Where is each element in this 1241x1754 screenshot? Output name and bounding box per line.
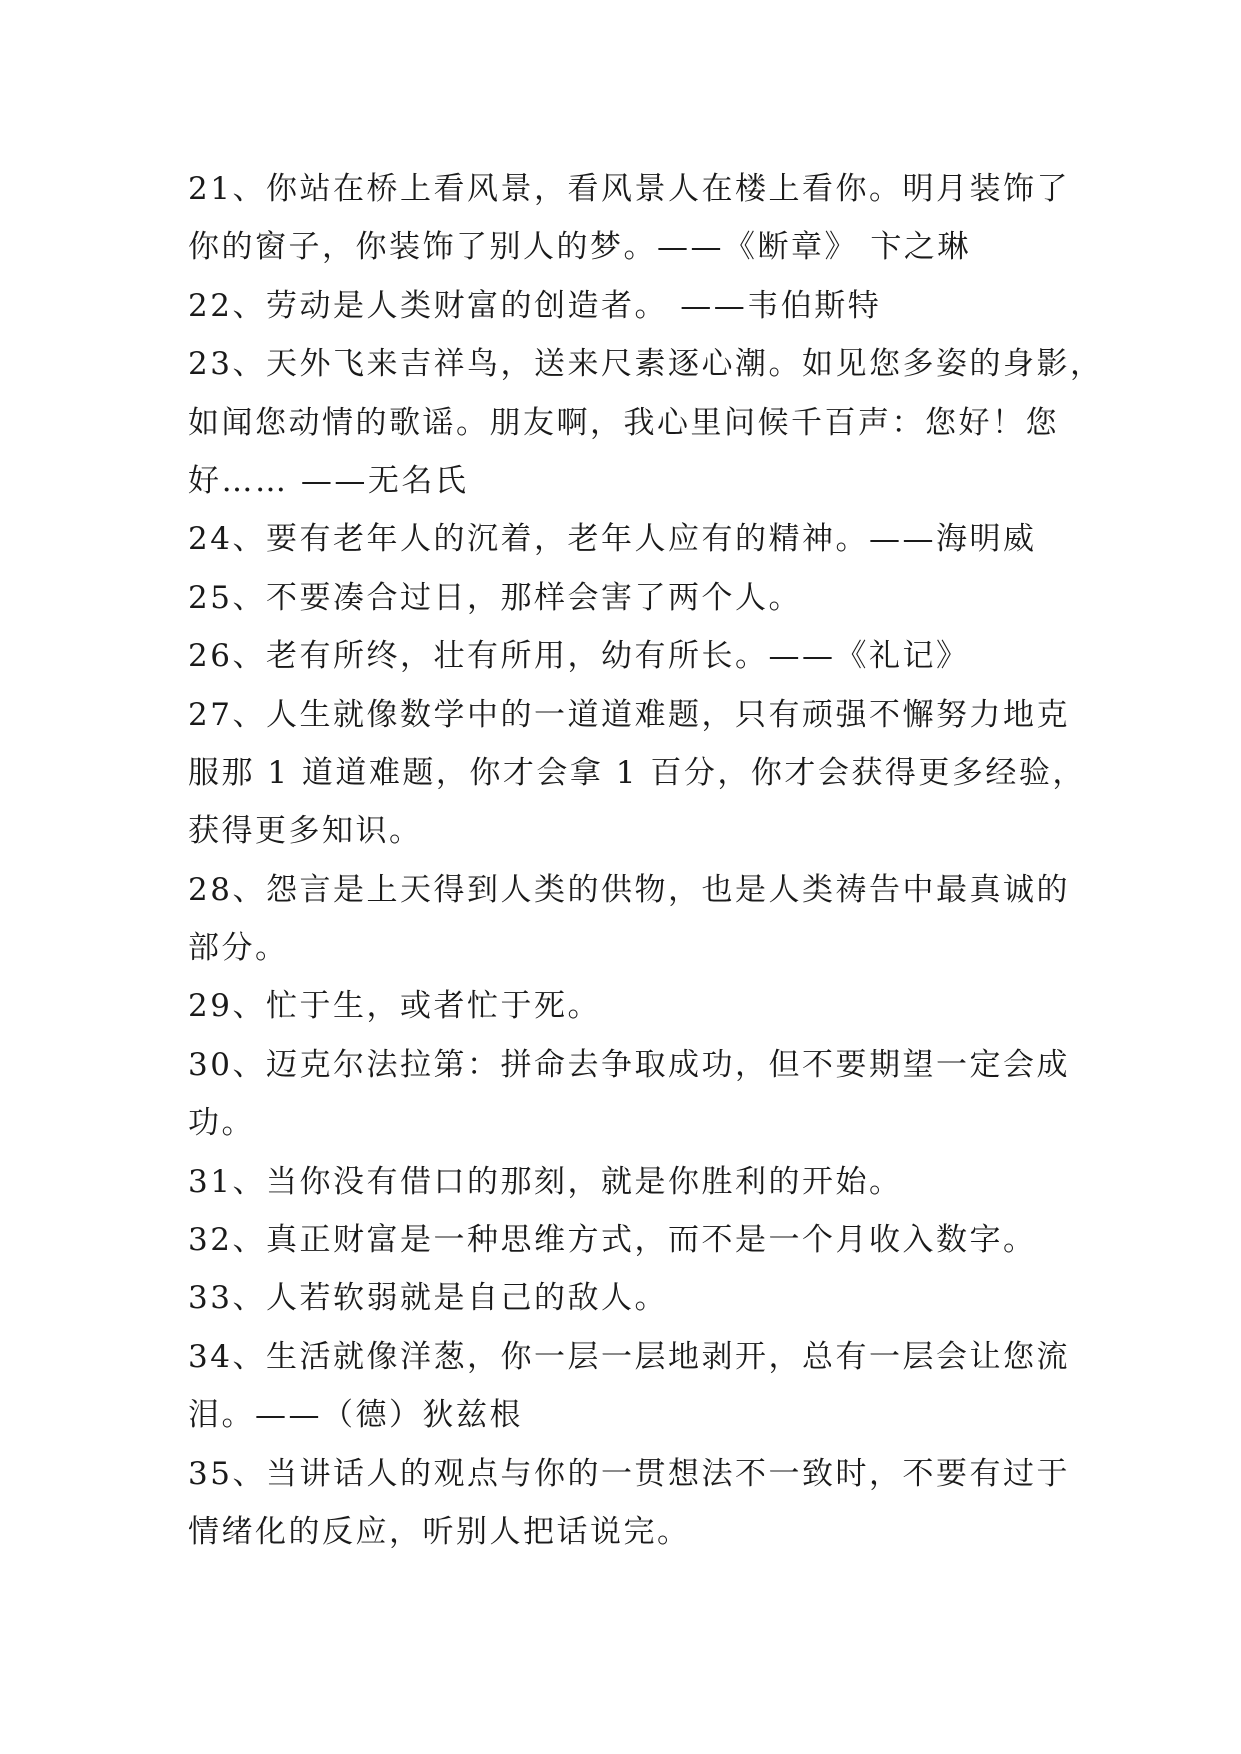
text-line: 情绪化的反应，听别人把话说完。 <box>188 1513 691 1550</box>
text-line: 35、当讲话人的观点与你的一贯想法不一致时，不要有过于 <box>188 1455 1070 1492</box>
text-line: 好…… ——无名氏 <box>188 462 469 499</box>
text-line: 27、人生就像数学中的一道道难题，只有顽强不懈努力地克 <box>188 696 1070 733</box>
text-line: 34、生活就像洋葱，你一层一层地剥开，总有一层会让您流 <box>188 1338 1070 1375</box>
text-line: 23、天外飞来吉祥鸟，送来尺素逐心潮。如见您多姿的身影， <box>188 346 1104 383</box>
text-line: 26、老有所终，壮有所用，幼有所长。——《礼记》 <box>188 638 970 675</box>
text-line: 服那 1 道道难题，你才会拿 1 百分，你才会获得更多经验， <box>188 754 1086 791</box>
text-line: 31、当你没有借口的那刻，就是你胜利的开始。 <box>188 1163 903 1200</box>
text-line: 获得更多知识。 <box>188 813 423 850</box>
text-line: 如闻您动情的歌谣。朋友啊，我心里问候千百声：您好！您 <box>188 404 1059 441</box>
text-line: 29、忙于生，或者忙于死。 <box>188 988 601 1025</box>
text-line: 22、劳动是人类财富的创造者。 ——韦伯斯特 <box>188 287 882 324</box>
text-line: 25、不要凑合过日，那样会害了两个人。 <box>188 579 802 616</box>
text-line: 功。 <box>188 1105 255 1142</box>
text-line: 部分。 <box>188 930 289 967</box>
text-line: 24、要有老年人的沉着，老年人应有的精神。——海明威 <box>188 521 1037 558</box>
quote-list <box>188 160 1104 1561</box>
text-line: 28、怨言是上天得到人类的供物，也是人类祷告中最真诚的 <box>188 871 1070 908</box>
text-line: 21、你站在桥上看风景，看风景人在楼上看你。明月装饰了 <box>188 171 1070 207</box>
text-line: 32、真正财富是一种思维方式，而不是一个月收入数字。 <box>188 1222 1037 1259</box>
text-line: 33、人若软弱就是自己的敌人。 <box>188 1280 668 1317</box>
text-line: 你的窗子，你装饰了别人的梦。——《断章》 卞之琳 <box>188 229 971 266</box>
text-line: 30、迈克尔法拉第：拼命去争取成功，但不要期望一定会成 <box>188 1046 1070 1083</box>
text-line: 泪。——（德）狄兹根 <box>188 1397 523 1434</box>
